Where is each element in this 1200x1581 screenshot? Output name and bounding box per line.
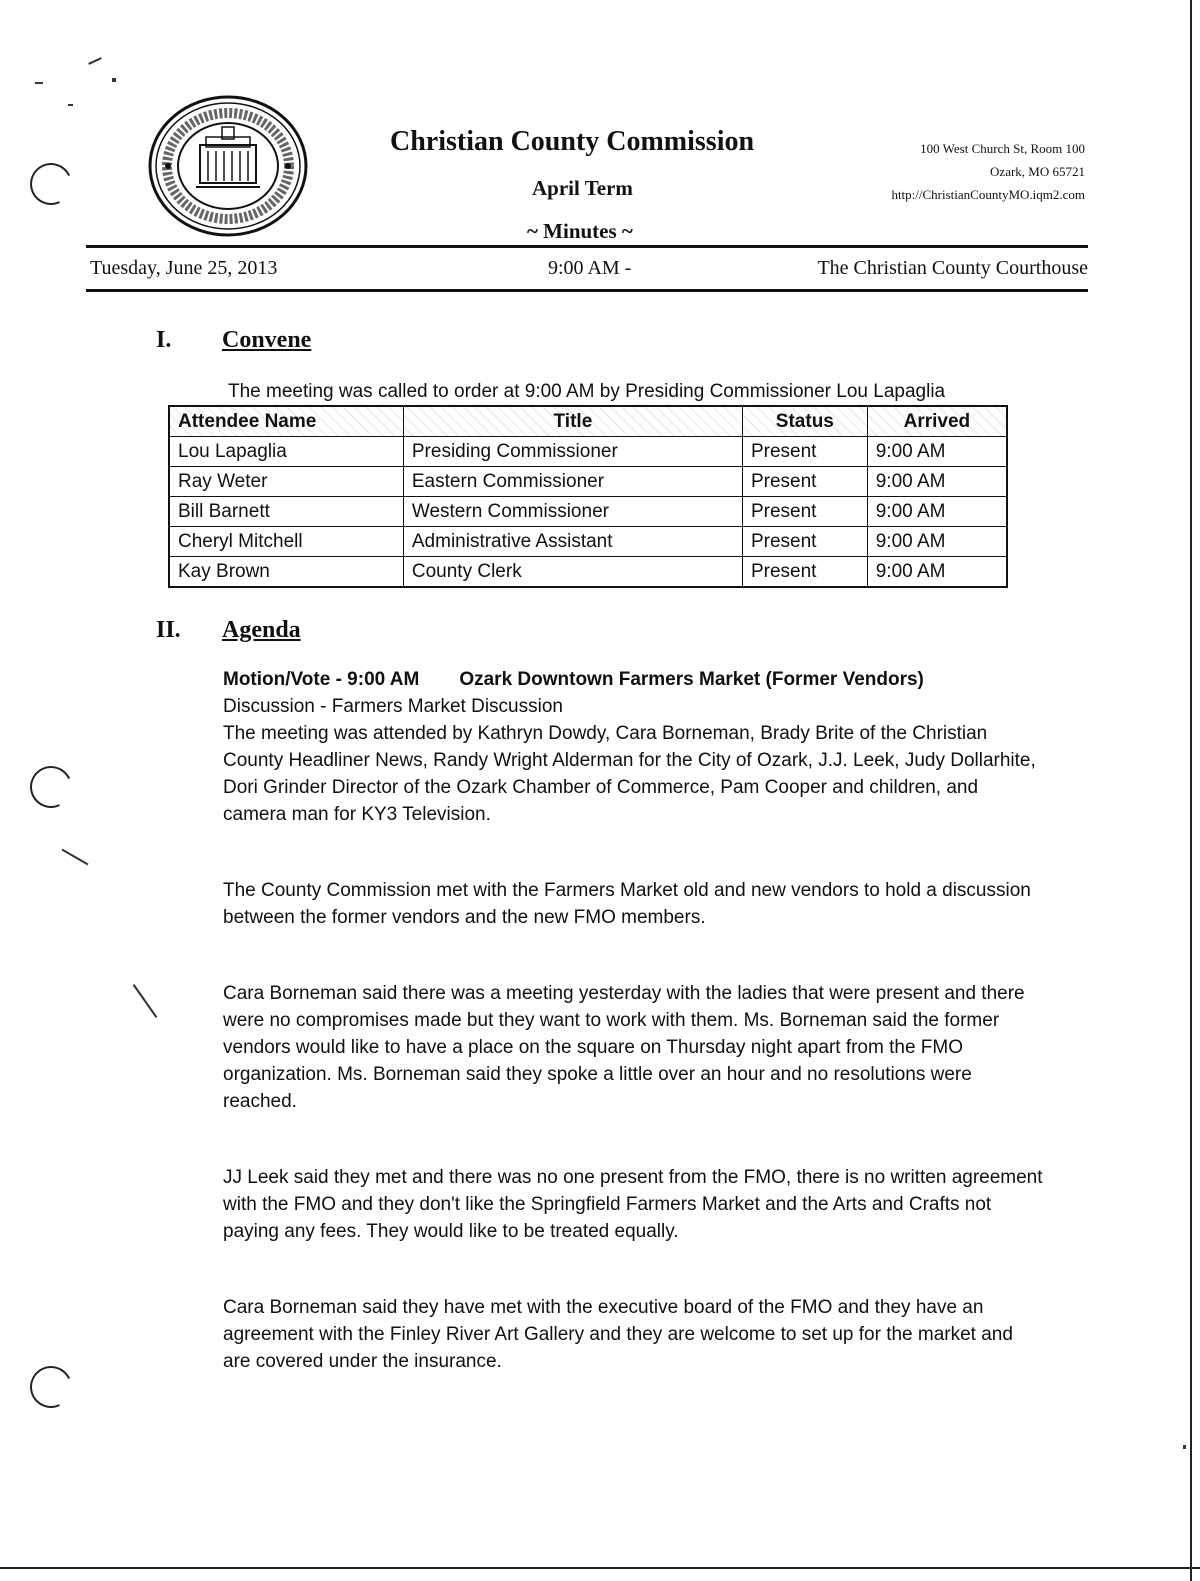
table-row	[169, 467, 1007, 497]
attendee-arrived: 9:00 AM	[867, 497, 1007, 527]
scan-mark	[68, 104, 73, 106]
attendee-title: Eastern Commissioner	[403, 467, 742, 497]
header-title: Title	[403, 406, 742, 437]
motion-vote-line	[223, 666, 1043, 693]
called-to-order-text: The meeting was called to order at 9:00 AM by Presiding Commissioner Lou Lapaglia	[228, 381, 946, 402]
attendee-name: Lou Lapaglia	[169, 437, 403, 467]
punch-hole-bottom	[24, 1360, 78, 1414]
meeting-date: Tuesday, June 25, 2013	[90, 257, 278, 279]
org-title: Christian County Commission	[390, 126, 755, 157]
attendee-status: Present	[742, 557, 867, 588]
page-edge-right	[1190, 0, 1192, 1581]
header-status: Status	[742, 406, 867, 437]
scan-mark	[1183, 1445, 1186, 1449]
attendee-status: Present	[742, 467, 867, 497]
agenda-paragraph: Cara Borneman said there was a meeting yesterday with the ladies that were present and there were no compromises made but they want to work with them. Ms. Borneman said the former vendors would like to have a place on the square on Thursday night apart from the FMO organization. Ms. Borneman said they spoke a little over an hour and no resolutions were reached.	[223, 983, 1025, 1112]
agenda-item-header	[223, 666, 1043, 720]
address-street: 100 West Church St, Room 100	[920, 141, 1085, 156]
attendee-title: County Clerk	[403, 557, 742, 588]
header-attendee-name: Attendee Name	[169, 406, 403, 437]
attendee-title: Western Commissioner	[403, 497, 742, 527]
table-row	[169, 527, 1007, 557]
attendee-status: Present	[742, 527, 867, 557]
attendance-table	[168, 405, 1008, 588]
attendee-status: Present	[742, 497, 867, 527]
attendee-name: Kay Brown	[169, 557, 403, 588]
table-header-row	[169, 406, 1007, 437]
attendee-name: Cheryl Mitchell	[169, 527, 403, 557]
term-label: April Term	[532, 176, 633, 200]
table-row	[169, 497, 1007, 527]
attendee-name: Ray Weter	[169, 467, 403, 497]
table-row	[169, 437, 1007, 467]
page-edge-bottom	[0, 1567, 1200, 1569]
attendee-arrived: 9:00 AM	[867, 527, 1007, 557]
county-seal-icon	[148, 95, 308, 237]
website-link[interactable]: http://ChristianCountyMO.iqm2.com	[891, 187, 1085, 202]
meeting-time: 9:00 AM -	[548, 257, 632, 279]
attendee-title: Administrative Assistant	[403, 527, 742, 557]
scan-mark	[62, 849, 89, 866]
section-number-convene: I.	[156, 327, 172, 353]
discussion-line: Discussion - Farmers Market Discussion	[223, 696, 563, 717]
punch-hole-middle	[24, 760, 78, 814]
section-title-convene: Convene	[222, 327, 312, 353]
agenda-paragraph: The meeting was attended by Kathryn Dowdy, Cara Borneman, Brady Brite of the Christian County Headliner News, Randy Wright Alderman for the City of Ozark, J.J. Leek, Judy Dollarhite, Dori Grinder Director of the Ozark Chamber of Commerce, Pam Cooper and children, and camera man for KY3 Television.	[223, 723, 1036, 825]
scan-mark	[112, 78, 116, 82]
header-rule-bottom	[86, 289, 1088, 292]
scan-mark	[133, 984, 158, 1018]
scan-mark	[35, 82, 43, 84]
agenda-paragraph: Cara Borneman said they have met with the executive board of the FMO and they have an agreement with the Finley River Art Gallery and they are welcome to set up for the market and are covered under the insurance.	[223, 1297, 1013, 1372]
scan-mark	[88, 57, 102, 65]
attendee-status: Present	[742, 437, 867, 467]
address-block	[891, 137, 1085, 206]
agenda-paragraph: The County Commission met with the Farmers Market old and new vendors to hold a discussion between the former vendors and the new FMO members.	[223, 880, 1031, 928]
table-row	[169, 557, 1007, 588]
attendee-arrived: 9:00 AM	[867, 557, 1007, 588]
motion-item: Ozark Downtown Farmers Market (Former Vendors)	[459, 669, 924, 690]
attendee-name: Bill Barnett	[169, 497, 403, 527]
attendee-title: Presiding Commissioner	[403, 437, 742, 467]
section-title-agenda: Agenda	[222, 617, 301, 643]
header-arrived: Arrived	[867, 406, 1007, 437]
motion-label: Motion/Vote - 9:00 AM	[223, 669, 420, 690]
meeting-location: The Christian County Courthouse	[817, 257, 1088, 279]
attendee-arrived: 9:00 AM	[867, 467, 1007, 497]
minutes-label: ~ Minutes ~	[527, 219, 633, 243]
punch-hole-top	[24, 157, 78, 211]
agenda-paragraph: JJ Leek said they met and there was no one present from the FMO, there is no written agreement with the FMO and they don't like the Springfield Farmers Market and the Arts and Crafts not paying any fees. They would like to be treated equally.	[223, 1167, 1043, 1242]
header-rule-top	[86, 245, 1088, 248]
address-city: Ozark, MO 65721	[990, 164, 1085, 179]
attendee-arrived: 9:00 AM	[867, 437, 1007, 467]
section-number-agenda: II.	[156, 617, 181, 643]
